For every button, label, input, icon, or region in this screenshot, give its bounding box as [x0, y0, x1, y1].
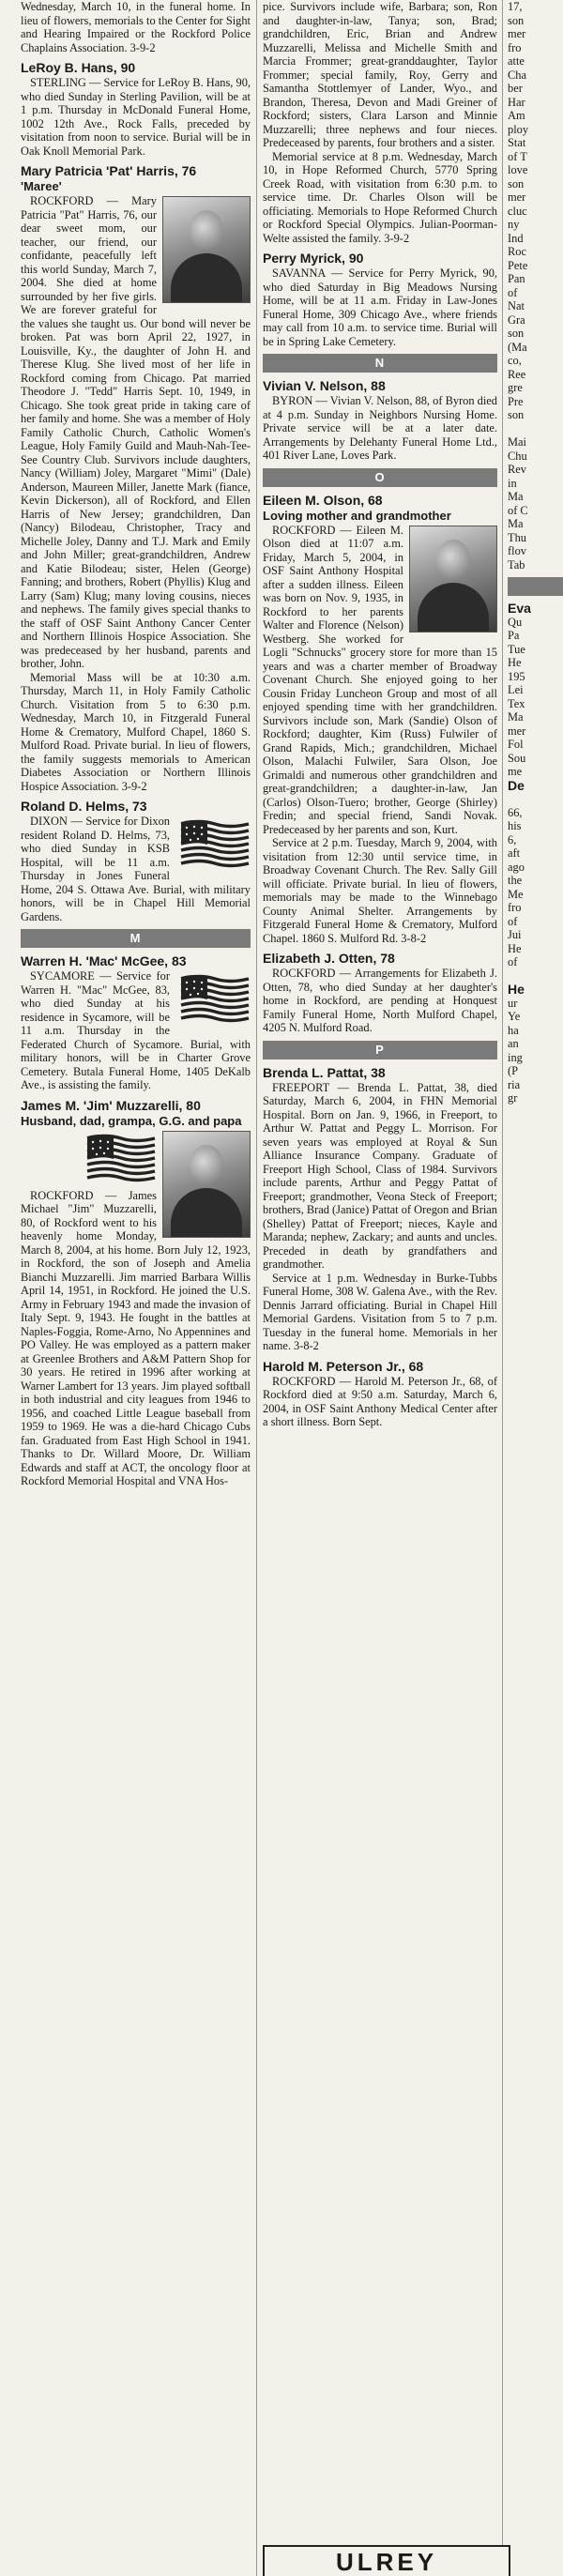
portrait-photo	[162, 1131, 251, 1238]
cropped-text-fragment: Ma	[508, 710, 524, 724]
cropped-text-fragment: flov	[508, 544, 526, 557]
cropped-text-fragment: atte	[508, 54, 525, 68]
obituary-continuation	[263, 0, 497, 245]
portrait-photo	[162, 196, 251, 303]
cropped-text-fragment: Ree	[508, 367, 526, 381]
obituary-service-details: Memorial Mass will be at 10:30 a.m. Thursday, March 11, in Holy Family Catholic Church. Visitation from 5 to 6:30 p.m. Wednesday, March 10, in Fitzgerald Funeral Home & Crematory, Mulford Chapel, 1860 S. Mulford Road. Private burial. In lieu of flowers, the family suggests memorials to American Diabetes Association or Northern Illinois Hospice Association. 3-9-2	[21, 670, 251, 793]
cropped-text-fragment: Ma	[508, 517, 524, 530]
column-divider	[502, 0, 503, 2576]
cropped-text-fragment: Me	[508, 887, 524, 901]
obituary-name: Mary Patricia 'Pat' Harris, 76	[21, 163, 197, 178]
cropped-text-fragment: Fol	[508, 738, 524, 751]
cropped-text-fragment: mer	[508, 191, 526, 204]
cropped-text-fragment: son	[508, 176, 525, 191]
cropped-text-fragment: Ma	[508, 490, 524, 503]
cropped-text-fragment: 195	[508, 669, 525, 683]
obituary-text: SYCAMORE — Service for Warren H. "Mac" McGee, 83, who died Sunday at his residence in Sycamore, will be 11 a.m. Thursday in the Federated Church of Sycamore. Burial, with military honors, will be in Charter Grove Cemetery. Butala Funeral Home, 1405 DeKalb Ave., is assisting the family.	[21, 969, 251, 1091]
obituary-name: Eileen M. Olson, 68	[263, 492, 383, 508]
cropped-text-fragment: ria	[508, 1077, 521, 1091]
obituary-name: Brenda L. Pattat, 38	[263, 1064, 386, 1080]
section-letter-bar: O	[263, 468, 497, 487]
cropped-text-fragment: ing	[508, 1050, 523, 1064]
obituary-entry	[21, 953, 251, 1092]
cropped-text-fragment: Ind	[508, 231, 524, 245]
cropped-text-fragment: ploy	[508, 122, 529, 136]
cropped-text-fragment: Roc	[508, 245, 526, 258]
obituary-text: BYRON — Vivian V. Nelson, 88, of Byron died at 4 p.m. Sunday in Neighbors Nursing Home. Private service will be at a later date. Arrangements by Delehanty Funeral Home Ltd., 401 River Lane, Loves Park.	[263, 394, 497, 462]
cropped-text-fragment: (Ma	[508, 340, 527, 354]
cropped-text-fragment: son	[508, 327, 525, 340]
cropped-text-fragment: ny	[508, 218, 520, 231]
cropped-text-fragment: Mai	[508, 435, 526, 449]
cropped-text-fragment	[508, 422, 563, 436]
cropped-text-fragment: Chu	[508, 449, 527, 463]
obituary-entry	[21, 1098, 251, 1488]
american-flag-icon	[84, 1133, 157, 1185]
american-flag-icon	[177, 973, 251, 1026]
section-letter-bar: N	[263, 354, 497, 373]
obituary-text: ROCKFORD — James Michael "Jim" Muzzarelli, 80, of Rockford went to his heavenly home Monday, March 8, 2004, at his home. Born July 12, 1923, in Rockford, the son of Joseph and Amelia Bianchi Muzzarelli. Jim married Barbara Willis April 14, 1951, in Rockford. He joined the U.S. Army in February 1943 and made the invasion of Italy Sept. 9, 1943. He fought in the battles at Naples-Foggia, Rome-Arno, No Appennines and PO Valley. He was employed as a pattern maker at Greenlee Brothers and A&M Pattern Shop for 30 years. He retired in 1996 after working at Warner Lambert for 13 years. Jim played softball in both industrial and city leagues from 1946 to 1956, and coached Little League baseball from 1959 to 1969. He was a die-hard Chicago Cubs fan. Graduated from East High School in 1941. Thanks to Dr. Willard Moore, Dr. William Edwards and staff at ACT, the oncology floor at Rockford Memorial Hospital and VNA Hos-	[21, 1188, 251, 1487]
obituary-text: pice. Survivors include wife, Barbara; son, Ron and daughter-in-law, Tanya; son, Brad; grandchildren, Eric, Brian and Andrew Muzzarelli, Melissa and Michelle Smith and Marcia Frommer; great-granddaughter, Taylor Frommer; special family, Roy, Gerry and Samantha Stottlemyer of Lander, Wyo., and Brandon, Theresa, Devon and Madi Greiner of Rockford; sisters, Clara Larson and Minnie Muzzarelli; three nephews and four nieces. Predeceased by parents, four brothers and a sister.	[263, 0, 497, 149]
obituary-text: ROCKFORD — Arrangements for Elizabeth J. Otten, 78, who died Sunday at her daughter's home in Rockford, are pending at Honquest Family Funeral Home, North Mulford Chapel, 4205 N. Mulford Road.	[263, 967, 497, 1034]
obituary-text: DIXON — Service for Dixon resident Roland D. Helms, 73, who died Sunday in KSB Hospital, will be 11 a.m. Thursday in Jones Funeral Home, 204 S. Ottawa Ave. Burial, with military honors, will be in Chapel Hill Memorial Gardens.	[21, 815, 251, 923]
cropped-text-fragment: Pre	[508, 394, 524, 408]
obituary-entry	[263, 251, 497, 348]
cropped-text-fragment: (P	[508, 1064, 519, 1077]
cropped-text-fragment: of	[508, 955, 518, 968]
obituary-entry	[21, 60, 251, 158]
cropped-text-fragment: gr	[508, 1091, 518, 1105]
cropped-text-fragment: ha	[508, 1023, 519, 1037]
ulrey-advertisement	[263, 2545, 510, 2576]
cropped-text-fragment: love	[508, 163, 528, 176]
cropped-text-fragment: Tue	[508, 642, 525, 656]
obituary-name: Harold M. Peterson Jr., 68	[263, 1358, 424, 1374]
obituary-text: STERLING — Service for LeRoy B. Hans, 90, who died Sunday in Sterling Pavilion, will be at 1 p.m. Thursday in McDonald Funeral Home, 1002 12th Ave., Rock Falls, preceded by visitation from noon to service. Burial will be in Oak Knoll Memorial Park.	[21, 76, 251, 158]
obituary-entry	[263, 1065, 497, 1353]
cropped-text-fragment: Thu	[508, 530, 526, 544]
obituary-entry	[21, 799, 251, 923]
cropped-text-fragment: Pete	[508, 258, 528, 272]
cropped-text-fragment: Cha	[508, 68, 526, 82]
cropped-text-fragment: Rev	[508, 463, 526, 476]
obituary-column-right-cropped	[508, 0, 563, 2576]
ad-text: ULREY	[335, 2548, 438, 2576]
obituary-name: Roland D. Helms, 73	[21, 799, 147, 814]
cropped-obituary-name: He	[508, 982, 525, 997]
cropped-text-fragment: in	[508, 476, 517, 490]
cropped-text-fragment	[508, 969, 563, 983]
obituary-entry	[263, 1359, 497, 1429]
section-letter-bar: M	[21, 929, 251, 948]
obituary-name: James M. 'Jim' Muzzarelli, 80	[21, 1097, 201, 1113]
cropped-text-fragment: fro	[508, 901, 522, 914]
cropped-text-fragment: ur	[508, 996, 518, 1010]
cropped-text-fragment: Pan	[508, 272, 525, 285]
cropped-text-fragment: his	[508, 819, 522, 832]
section-bar	[508, 577, 563, 596]
cropped-text-fragment: Tex	[508, 696, 525, 710]
obituary-subhead: Loving mother and grandmother	[263, 508, 451, 523]
cropped-obituary-name: Eva	[508, 601, 531, 616]
column-divider	[256, 0, 257, 2576]
cropped-text-fragment: Jui	[508, 928, 522, 941]
obituary-text: Wednesday, March 10, in the funeral home. In lieu of flowers, memorials to the Center for Sight and Hearing Impaired or the Rockford Police Chaplains Association. 3-9-2	[21, 0, 251, 54]
cropped-text-fragment: of C	[508, 503, 528, 517]
cropped-text-fragment: son	[508, 13, 525, 27]
cropped-text-fragment: ago	[508, 860, 525, 874]
cropped-text-fragment: Stat	[508, 136, 526, 149]
cropped-text-fragment: ber	[508, 82, 523, 95]
cropped-text-fragment: Sou	[508, 751, 526, 765]
cropped-text-fragment: 17,	[508, 0, 523, 13]
cropped-text-fragment: mer	[508, 724, 526, 738]
cropped-text-fragment: co,	[508, 354, 522, 367]
obituary-column-middle	[263, 0, 497, 2576]
american-flag-icon	[177, 818, 251, 871]
cropped-text-fragment: gre	[508, 381, 523, 394]
obituary-column-left	[21, 0, 251, 2576]
obituary-name: Warren H. 'Mac' McGee, 83	[21, 953, 187, 968]
obituary-name: Elizabeth J. Otten, 78	[263, 951, 395, 966]
cropped-text-fragment: aft	[508, 846, 521, 860]
obituary-text: ROCKFORD — Harold M. Peterson Jr., 68, of Rockford died at 9:50 a.m. Saturday, March 6, 2004, in OSF Saint Anthony Medical Center after a short illness. Born Sept.	[263, 1374, 497, 1428]
obituary-subhead: Husband, dad, grampa, G.G. and papa	[21, 1113, 242, 1128]
obituary-text: SAVANNA — Service for Perry Myrick, 90, who died Saturday in Big Meadows Nursing Home, will be at 11 a.m. Friday in Law-Jones Funeral Home, 309 Chicago Ave., where friends may call from 10 a.m. to service time. Burial will be in Spring Lake Cemetery.	[263, 267, 497, 348]
cropped-text-fragment: of	[508, 914, 518, 928]
obituary-entry	[263, 951, 497, 1035]
portrait-photo	[409, 526, 497, 633]
cropped-text-fragment: an	[508, 1037, 519, 1050]
cropped-text-fragment: the	[508, 874, 523, 887]
obituary-text: FREEPORT — Brenda L. Pattat, 38, died Saturday, March 6, 2004, in FHN Memorial Hospital. Born on Jan. 9, 1966, in Freeport, to Arthur W. Pattat and Peggy L. Morrison. For seven years was employed at Royal & Sun Alliance Insurance Company. Graduate of Freeport High School, Class of 1984. Survivors include parents, Arthur and Peggy Pattat of Freeport; grandmother, Veona Steck of Freeport; brothers, Brad (Janice) Pattat of Oregon and Brian (Shelley) Pattat of Freeport; nieces, Kayle and Maranda; nephew, Zackary; and aunts and uncles. Preceded in death by grandfathers and grandmother.	[263, 1080, 497, 1271]
cropped-text-fragment	[508, 792, 563, 806]
cropped-obituary-name: De	[508, 777, 525, 793]
cropped-text-fragment: of T	[508, 149, 527, 163]
cropped-text-fragment: of	[508, 285, 518, 299]
obituary-entry	[263, 493, 497, 946]
cropped-text-fragment: He	[508, 941, 522, 955]
cropped-text-fragment: Har	[508, 95, 525, 109]
obituary-entry	[21, 163, 251, 793]
cropped-text-fragment: fro	[508, 40, 522, 54]
cropped-text-fragment: Tab	[508, 557, 525, 572]
obituary-text: ROCKFORD — Eileen M. Olson died at 11:07 a.m. Friday, March 5, 2004, in OSF Saint Anthony Hospital after a sudden illness. Eileen was born on Nov. 9, 1935, in Rockford to her parents Walter and Florence (Nelson) Westberg. She worked for Logli "Schnucks" grocery store for more than 15 years and was a charter member of Broadway Covenant Church. She enjoyed going to her Cousin Friday Luncheon Group and most of all enjoyed spending time with her grandchildren. Survivors include son, Mark (Sandie) Olson of Rockford; daughter, Kim (Russ) Fulwiler of Grand Rapids, Mich.; grandchildren, Michael Olson, Malachi Fulwiler, Sara Olson, Joe Grimaldi and numerous other grandchildren and great-grandchildren; a daughter-in-law, Jan (Carlos) Olson-Tuero; brother, George (Shirley) Fredin; and special friend, Sandi Novak. Predeceased by her parents and son, Kurt.	[263, 523, 497, 836]
obituary-text: ROCKFORD — Mary Patricia "Pat" Harris, 76, our dear sweet mom, our teacher, our friend, our confidante, peacefully left this world Sunday, March 7, 2004. She died at home surrounded by her five girls. We are forever grateful for the values she taught us. Our bond will never be broken. Pat was born April 22, 1927, in Louisville, Ky., the daughter of John H. and Therese Klug. She lived most of her life in Rockford coming from Chicago. Pat married Theodore J. "Tedd" Harris Sept. 10, 1949, in Chicago. She took great pride in taking care of her family and home. She was a member of Holy Family Catholic Church, Catholic Women's League, Holy Family Guild and Mauh-Nah-Tee-See Country Club. Survivors include daughters, Nancy (William) Joley, Margaret "Mimi" (Dale) Anderson, Maureen Miller, Janette Mark (fiance, Kevin Dickerson), all of Rockford, and Ellen Harris of New Jersey; grandchildren, Dan (Nancy) Bilodeau, Christopher, Tracy and Michelle Joley, Danny and T.J. Mark and Emily and John Miller; great-grandchildren, Andrew and Katie Bilodeau; sister, Helen (George) Fanning; and brothers, Robert (Phyllis) Klug and Larry (Sam) Klug; many loving cousins, nieces and nephews. The family gives special thanks to the staff of OSF Saint Anthony Cancer Center and Northern Illinois Hospice Association. She was predeceased by her husband, parents and brother, John.	[21, 194, 251, 670]
obituary-name: Vivian V. Nelson, 88	[263, 378, 386, 393]
cropped-text-fragment: mer	[508, 27, 526, 40]
cropped-text-fragment: He	[508, 656, 522, 669]
obituary-service-details: Service at 1 p.m. Wednesday in Burke-Tubbs Funeral Home, 308 W. Galena Ave., with the Rev. Dennis Jarrard officiating. Burial in Chapel Hill Memorial Gardens. Visitation from 5 to 7 p.m. Tuesday in the funeral home. Memorials in her name. 3-8-2	[263, 1271, 497, 1352]
obituary-name: LeRoy B. Hans, 90	[21, 60, 136, 75]
left-edge-cropped-column	[0, 0, 11, 2576]
cropped-text-fragment: Pa	[508, 629, 520, 642]
obituary-continuation	[21, 0, 251, 54]
obituary-subhead: 'Maree'	[21, 179, 62, 193]
cropped-text-fragment: cluc	[508, 204, 527, 218]
cropped-text-fragment: me	[508, 765, 523, 778]
cropped-text-fragment: Ye	[508, 1010, 521, 1023]
cropped-text-fragment: son	[508, 408, 525, 421]
cropped-text-fragment: Lei	[508, 683, 524, 696]
cropped-text-fragment: Am	[508, 109, 525, 122]
cropped-text-fragment: 66,	[508, 805, 523, 819]
section-letter-bar: P	[263, 1041, 497, 1059]
cropped-text-fragment: Qu	[508, 615, 523, 629]
obituary-entry	[263, 378, 497, 463]
cropped-text-fragment: Gra	[508, 312, 525, 327]
obituary-name: Perry Myrick, 90	[263, 251, 364, 266]
obituary-service-details: Service at 2 p.m. Tuesday, March 9, 2004, with visitation from 12:30 until service time, in Broadway Covenant Church. The Rev. Sally Gill will officiate. Private burial. In lieu of flowers, memorials may be made to the Winnebago County Animal Shelter. Arrangements by Fitzgerald Funeral Home & Crematory, Mulford Chapel. 1860 S. Mulford Rd. 3-8-2	[263, 836, 497, 945]
cropped-text-fragment: 6,	[508, 832, 517, 846]
cropped-text-fragment: Nat	[508, 299, 525, 312]
obituary-service-details: Memorial service at 8 p.m. Wednesday, March 10, in Hope Reformed Church, 5770 Spring Creek Road, with visitation from 6:30 p.m. to service time. Dr. Charles Olson will be officiating. Memorials to Hope Reformed Church or Rockford Special Olympics. Julian-Poorman-Welte assisted the family. 3-9-2	[263, 149, 497, 245]
